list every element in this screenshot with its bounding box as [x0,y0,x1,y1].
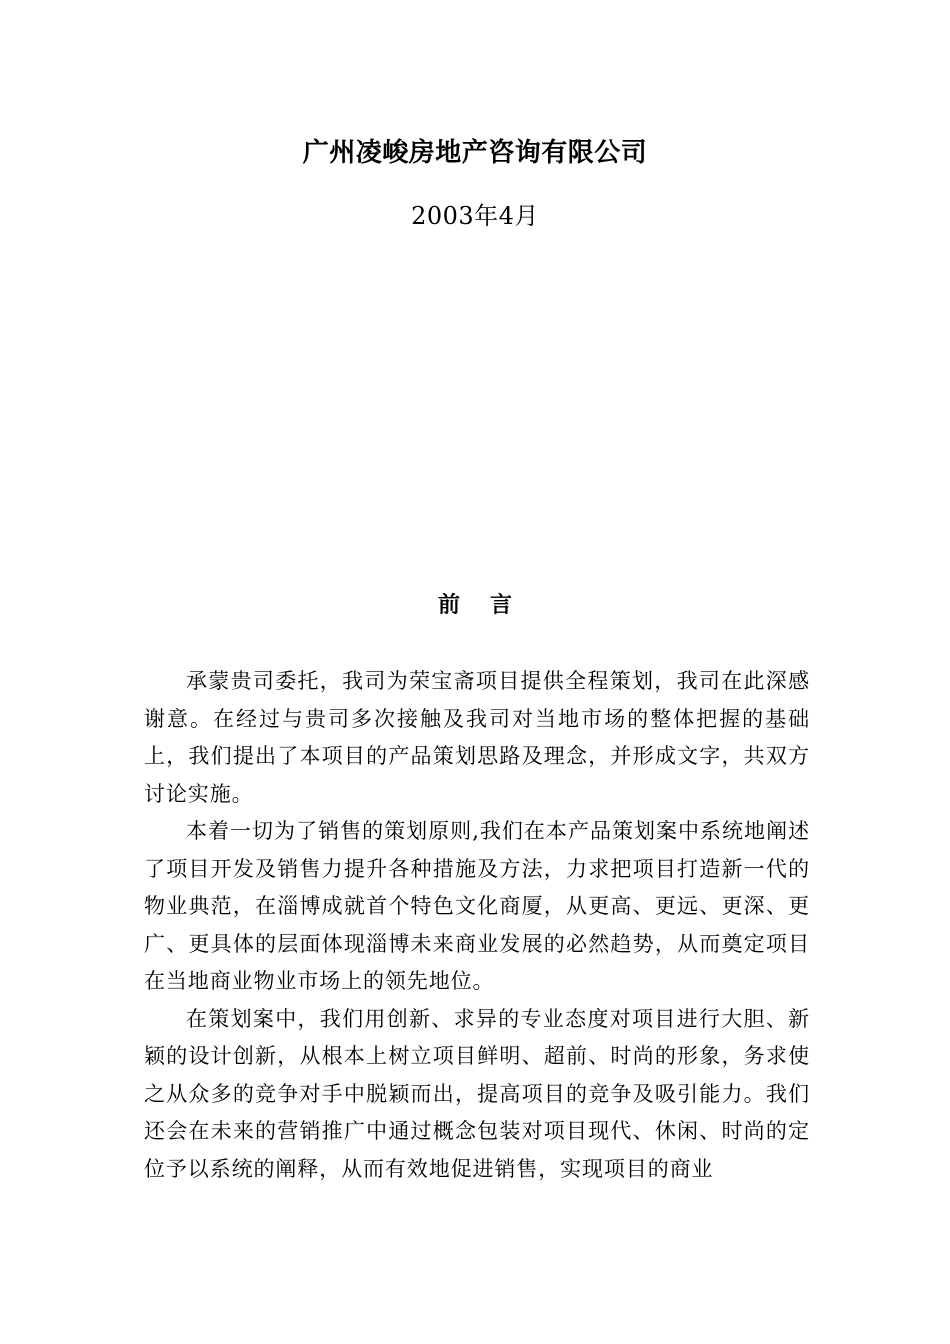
preface-paragraph-3: 在策划案中，我们用创新、求异的专业态度对项目进行大胆、新颖的设计创新，从根本上树立项目鲜明、超前、时尚的形象，务求使之从众多的竞争对手中脱颖而出，提高项目的竞争及吸引能力。我们还会在未来的营销推广中通过概念包装对项目现代、休闲、时尚的定位予以系统的阐释，从而有效地促进销售，实现项目的商业 [144,1006,810,1181]
preface-heading: 前言 [437,592,542,618]
preface-body [144,663,810,1188]
preface-paragraph-1: 承蒙贵司委托，我司为荣宝斋项目提供全程策划，我司在此深感谢意。在经过与贵司多次接触及我司对当地市场的整体把握的基础上，我们提出了本项目的产品策划思路及理念，并形成文字，共双方讨论实施。 [144,669,810,806]
preface-paragraph-2: 本着一切为了销售的策划原则,我们在本产品策划案中系统地阐述了项目开发及销售力提升各种措施及方法，力求把项目打造新一代的物业典范，在淄博成就首个特色文化商厦，从更高、更远、更深、更广、更具体的层面体现淄博未来商业发展的必然趋势，从而奠定项目在当地商业物业市场上的领先地位。 [144,819,810,993]
company-name: 广州凌峻房地产咨询有限公司 [302,138,648,168]
report-date: 2003年4月 [411,202,539,230]
